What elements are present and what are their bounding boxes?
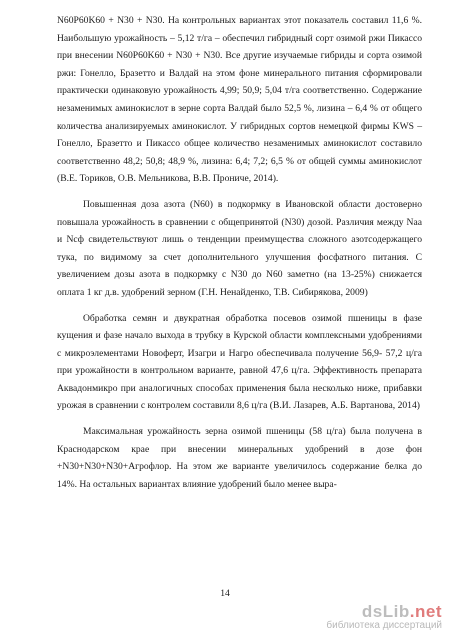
watermark-logo-tld: .net xyxy=(409,602,442,621)
document-body xyxy=(57,12,422,493)
watermark-tagline: библиотека диссертаций xyxy=(326,620,442,631)
watermark xyxy=(326,602,442,631)
page-number: 14 xyxy=(220,588,230,599)
watermark-logo xyxy=(326,602,442,622)
paragraph-2: Повышенная доза азота (N60) в подкормку в Ивановской области достоверно повышала урожайность в сравнении с общепринятой (N30) дозой. Различия между Naa и Nсф свидетельствуют лишь о тенденции преимущества сложного азотсодержащего тука, по видимому за счет дополнительного улучшения фосфатного питания. С увеличением дозы азота в подкормку с N30 до N60 заметно (на 13-25%) снижается оплата 1 кг д.в. удобрений зерном (Г.Н. Ненайденко, Т.В. Сибирякова, 2009) xyxy=(57,198,422,298)
paragraph-3: Обработка семян и двукратная обработка посевов озимой пшеницы в фазе кущения и фазе начало выхода в трубку в Курской области комплексными удобрениями с микроэлементами Новоферт, Изагри и Нагро обеспечивала получение 56,9- 57,2 ц/га при урожайности в контрольном варианте, равной 47,6 ц/га. Эффективность препарата Аквадонмикро при аналогичных способах применения была несколько ниже, прибавки урожая в сравнении с контролем составили 8,6 ц/га (В.И. Лазарев, А.Б. Вартанова, 2014) xyxy=(57,312,422,412)
paragraph-4: Максимальная урожайность зерна озимой пшеницы (58 ц/га) была получена в Краснодарском крае при внесении минеральных удобрений в дозе фон +N30+N30+N30+Агрофлор. На этом же варианте увеличилось содержание белка до 14%. На остальных вариантах влияние удобрений было менее выра- xyxy=(57,426,422,490)
watermark-logo-main: dsLib xyxy=(361,602,410,621)
paragraph-1: N60P60K60 + N30 + N30. На контрольных вариантах этот показатель составил 11,6 %. Наибольшую урожайность – 5,12 т/га – обеспечил гибридный сорт озимой ржи Пикассо при внесении N60P60K60 + N30 + N30. Все другие изучаемые гибриды и сорта озимой ржи: Гонелло, Бразетто и Валдай на этом фоне минерального питания сформировали практически одинаковую урожайность 4,99; 50,9; 5,04 т/га соответственно. Содержание незаменимых аминокислот в зерне сорта Валдай было 52,5 %, лизина – 6,4 % от общего количества анализируемых аминокислот. У гибридных сортов немецкой фирмы KWS – Гонелло, Бразетто и Пикассо общее количество незаменимых аминокислот составило соответственно 48,2; 50,8; 48,9 %, лизина: 6,4; 7,2; 6,5 % от общей суммы аминокислот (В.Е. Ториков, О.В. Мельникова, В.В. Прониче, 2014). xyxy=(57,15,422,185)
